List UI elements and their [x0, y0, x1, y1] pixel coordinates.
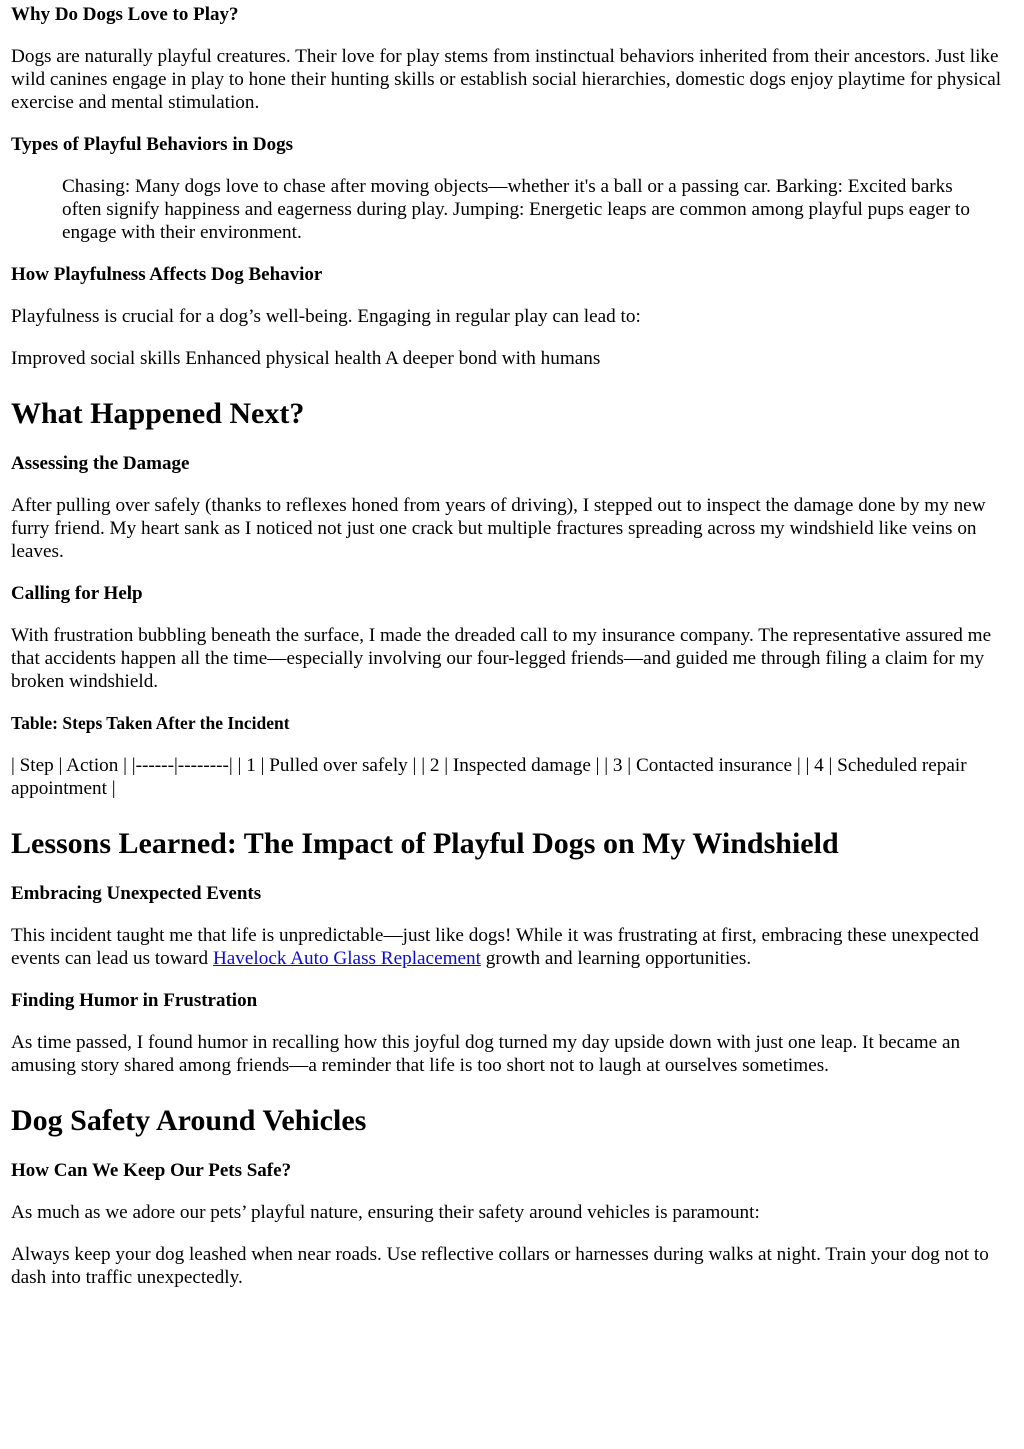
havelock-auto-glass-link[interactable]: Havelock Auto Glass Replacement [212, 948, 481, 969]
paragraph-steps-table: | Step | Action | |------|--------| | 1 | Pulled over safely | | 2 | Inspected damage | | 3 | Contacted insurance | | 4 | Scheduled repair appointment | [11, 755, 967, 799]
heading-dog-safety-vehicles: Dog Safety Around Vehicles [11, 1104, 367, 1137]
heading-playfulness-affects-behavior: How Playfulness Affects Dog Behavior [11, 264, 323, 285]
paragraph-why-dogs-play: Dogs are naturally playful creatures. Their love for play stems from instinctual behaviors inherited from their ancestors. Just like wild canines engage in play to hone their hunting skills or establish social hierarchies, domestic dogs enjoy playtime for physical exercise and mental stimulation. [11, 46, 1002, 113]
heading-embracing-unexpected-events: Embracing Unexpected Events [11, 883, 262, 904]
paragraph-assessing-damage: After pulling over safely (thanks to reflexes honed from years of driving), I stepped out to inspect the damage done by my new furry friend. My heart sank as I noticed not just one crack but multiple fractures spreading across my windshield like veins on leaves. [11, 495, 986, 562]
heading-why-dogs-play: Why Do Dogs Love to Play? [11, 4, 239, 25]
heading-lessons-learned: Lessons Learned: The Impact of Playful Dogs on My Windshield [11, 827, 839, 860]
paragraph-finding-humor: As time passed, I found humor in recalling how this joyful dog turned my day upside down with just one leap. It became an amusing story shared among friends—a reminder that life is too short not to laugh at ourselves sometimes. [11, 1032, 961, 1076]
heading-types-of-playful-behaviors: Types of Playful Behaviors in Dogs [11, 134, 294, 155]
paragraph-calling-for-help: With frustration bubbling beneath the surface, I made the dreaded call to my insurance company. The representative assured me that accidents happen all the time—especially involving our four-legged friends—and guided me through filing a claim for my broken windshield. [11, 625, 992, 692]
heading-what-happened-next: What Happened Next? [11, 397, 305, 430]
list-safety-tips: Always keep your dog leashed when near roads. Use reflective collars or harnesses during walks at night. Train your dog not to dash into traffic unexpectedly. [11, 1244, 989, 1288]
paragraph-playfulness-crucial: Playfulness is crucial for a dog’s well-being. Engaging in regular play can lead to: [11, 306, 641, 327]
heading-assessing-damage: Assessing the Damage [11, 453, 190, 474]
paragraph-keep-pets-safe: As much as we adore our pets’ playful nature, ensuring their safety around vehicles is paramount: [11, 1202, 760, 1223]
heading-steps-table: Table: Steps Taken After the Incident [11, 713, 290, 733]
embracing-text-before: This incident taught me that life is unpredictable—just like dogs! While it was frustrating at first, embracing these unexpected events can lead us toward [11, 925, 979, 969]
embracing-text-after: growth and learning opportunities. [480, 948, 752, 969]
heading-calling-for-help: Calling for Help [11, 583, 143, 604]
paragraph-embracing-unexpected-events [11, 924, 1013, 970]
heading-finding-humor: Finding Humor in Frustration [11, 990, 258, 1011]
article [0, 3, 1024, 1289]
quote-playful-behaviors: Chasing: Many dogs love to chase after moving objects—whether it's a ball or a passing car. Barking: Excited barks often signify happiness and eagerness during play. Jumping: Energetic leaps are common among playful pups eager to engage with their environment. [62, 176, 970, 243]
heading-keep-pets-safe: How Can We Keep Our Pets Safe? [11, 1160, 292, 1181]
list-play-benefits: Improved social skills Enhanced physical health A deeper bond with humans [11, 348, 601, 369]
